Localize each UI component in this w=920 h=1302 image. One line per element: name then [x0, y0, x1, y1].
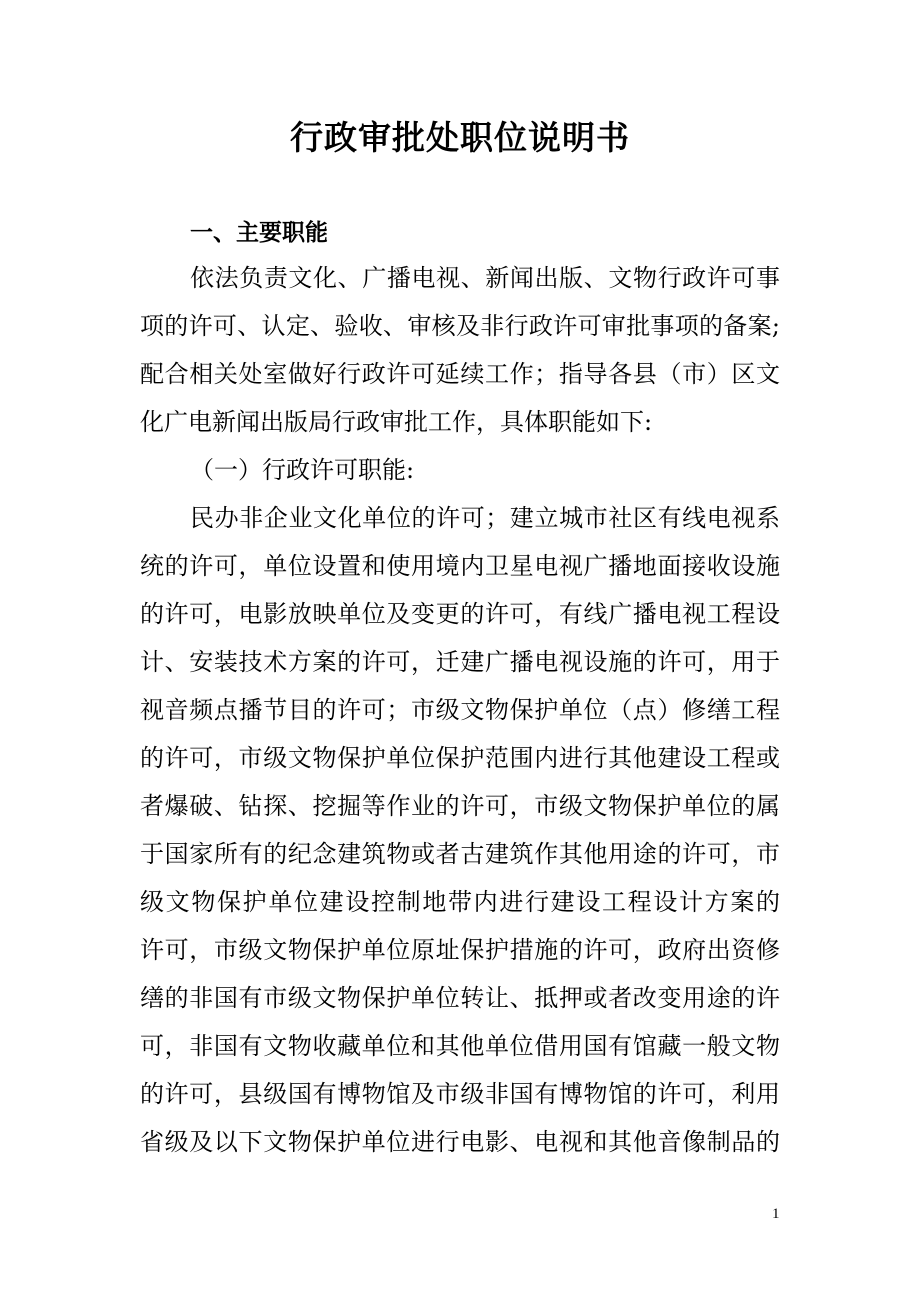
subheading-paragraph [140, 446, 780, 494]
paragraph-line: 统的许可，单位设置和使用境内卫星电视广播地面接收设施 [140, 552, 780, 580]
paragraph-line: 项的许可、认定、验收、审核及非行政许可审批事项的备案; [140, 312, 780, 340]
page-number: 1 [772, 1206, 780, 1222]
paragraph-line: 级文物保护单位建设控制地带内进行建设工程设计方案的 [140, 888, 780, 916]
paragraph-line: 依法负责文化、广播电视、新闻出版、文物行政许可事 [190, 264, 780, 292]
paragraph-line: 配合相关处室做好行政许可延续工作；指导各县（市）区文 [140, 360, 780, 388]
paragraph-line: 缮的非国有市级文物保护单位转让、抵押或者改变用途的许 [140, 984, 780, 1012]
section-heading-main-functions: 一、主要职能 [190, 220, 328, 246]
paragraph-line: 计、安装技术方案的许可，迁建广播电视设施的许可，用于 [140, 648, 780, 676]
licensing-paragraph [140, 494, 780, 1166]
paragraph-line: 许可，市级文物保护单位原址保护措施的许可，政府出资修 [140, 936, 780, 964]
paragraph-line: 的许可，电影放映单位及变更的许可，有线广播电视工程设 [140, 600, 780, 628]
paragraph-line: 的许可，市级文物保护单位保护范围内进行其他建设工程或 [140, 744, 780, 772]
intro-paragraph [140, 254, 780, 446]
paragraph-line: 化广电新闻出版局行政审批工作，具体职能如下: [140, 408, 653, 436]
paragraph-line: 可，非国有文物收藏单位和其他单位借用国有馆藏一般文物 [140, 1032, 780, 1060]
paragraph-line: 的许可，县级国有博物馆及市级非国有博物馆的许可，利用 [140, 1080, 780, 1108]
paragraph-line: 民办非企业文化单位的许可；建立城市社区有线电视系 [190, 504, 780, 532]
paragraph-line: 者爆破、钻探、挖掘等作业的许可，市级文物保护单位的属 [140, 792, 780, 820]
subheading-administrative-licensing: （一）行政许可职能: [190, 456, 415, 484]
document-title: 行政审批处职位说明书 [290, 118, 630, 157]
paragraph-line: 视音频点播节目的许可；市级文物保护单位（点）修缮工程 [140, 696, 780, 724]
paragraph-line: 于国家所有的纪念建筑物或者古建筑作其他用途的许可，市 [140, 840, 780, 868]
paragraph-line: 省级及以下文物保护单位进行电影、电视和其他音像制品的 [140, 1128, 780, 1156]
